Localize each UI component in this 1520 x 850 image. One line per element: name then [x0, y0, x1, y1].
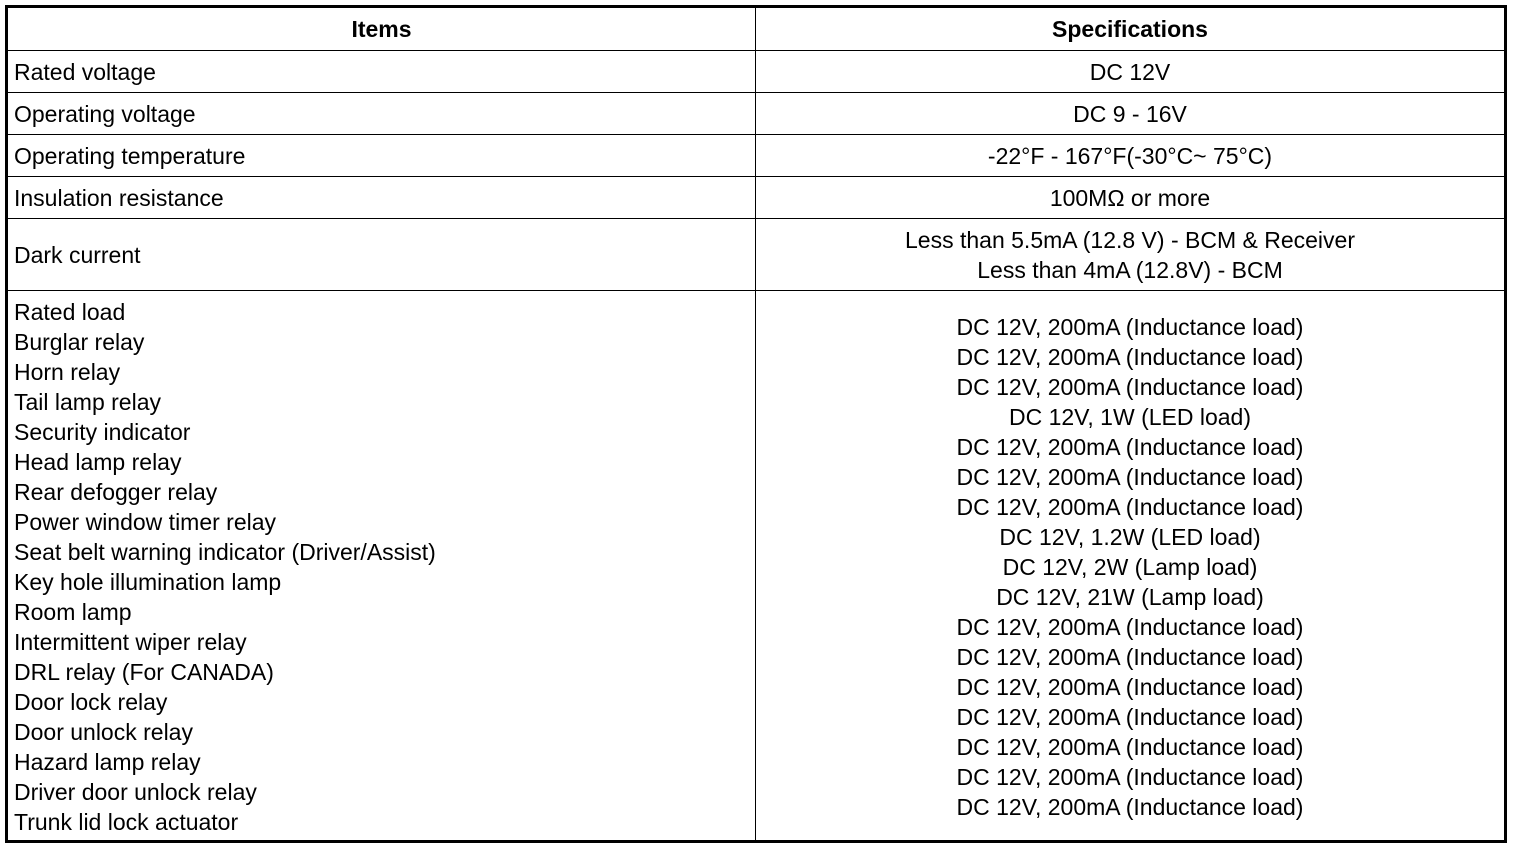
- rated-load-item: Door unlock relay: [14, 719, 193, 745]
- rated-load-spec: DC 12V, 200mA (Inductance load): [956, 764, 1304, 790]
- table-row-operating-temperature: [7, 135, 1506, 177]
- spec-cell: [756, 219, 1506, 291]
- rated-load-item: Trunk lid lock actuator: [14, 809, 239, 835]
- item-cell: Dark current: [7, 219, 756, 291]
- rated-load-spec: DC 12V, 2W (Lamp load): [1002, 554, 1258, 580]
- rated-load-item: Rear defogger relay: [14, 479, 218, 505]
- header-items: Items: [7, 7, 756, 51]
- rated-load-item: Power window timer relay: [14, 509, 277, 535]
- table-row-operating-voltage: [7, 93, 1506, 135]
- item-cell: Operating temperature: [7, 135, 756, 177]
- table-row-rated-voltage: [7, 51, 1506, 93]
- rated-load-spec: DC 12V, 1W (LED load): [1008, 404, 1252, 430]
- rated-load-specs-cell: [756, 291, 1506, 842]
- rated-load-item: DRL relay (For CANADA): [14, 659, 274, 685]
- table-row-rated-load: [7, 291, 1506, 842]
- spec-cell: DC 12V: [756, 51, 1506, 93]
- item-cell: Insulation resistance: [7, 177, 756, 219]
- rated-load-item: Door lock relay: [14, 689, 168, 715]
- rated-load-spec: DC 12V, 200mA (Inductance load): [956, 704, 1304, 730]
- spec-line: Less than 5.5mA (12.8 V) - BCM & Receiver: [905, 226, 1355, 253]
- rated-load-spec: DC 12V, 200mA (Inductance load): [956, 374, 1304, 400]
- rated-load-spec: DC 12V, 1.2W (LED load): [999, 524, 1261, 550]
- rated-load-spec: DC 12V, 200mA (Inductance load): [956, 734, 1304, 760]
- rated-load-item: Key hole illumination lamp: [14, 569, 282, 595]
- rated-load-title: Rated load: [14, 299, 126, 325]
- item-cell: Operating voltage: [7, 93, 756, 135]
- rated-load-spec: DC 12V, 200mA (Inductance load): [956, 794, 1304, 820]
- rated-load-spec: DC 12V, 200mA (Inductance load): [956, 494, 1304, 520]
- rated-load-item: Hazard lamp relay: [14, 749, 201, 775]
- rated-load-item: Room lamp: [14, 599, 132, 625]
- spec-cell: -22°F - 167°F(-30°C~ 75°C): [756, 135, 1506, 177]
- rated-load-item: Security indicator: [14, 419, 191, 445]
- rated-load-item: Horn relay: [14, 359, 121, 385]
- item-cell: Rated voltage: [7, 51, 756, 93]
- rated-load-items-cell: [7, 291, 756, 842]
- header-specifications: Specifications: [756, 7, 1506, 51]
- header-row: [7, 7, 1506, 51]
- spec-cell: DC 9 - 16V: [756, 93, 1506, 135]
- rated-load-item: Seat belt warning indicator (Driver/Assist): [14, 539, 436, 565]
- rated-load-spec: DC 12V, 200mA (Inductance load): [956, 644, 1304, 670]
- spec-cell: 100MΩ or more: [756, 177, 1506, 219]
- spec-line: Less than 4mA (12.8V) - BCM: [977, 256, 1283, 283]
- rated-load-spec: DC 12V, 200mA (Inductance load): [956, 344, 1304, 370]
- rated-load-item: Burglar relay: [14, 329, 145, 355]
- rated-load-spec: DC 12V, 200mA (Inductance load): [956, 314, 1304, 340]
- table-row-insulation-resistance: [7, 177, 1506, 219]
- rated-load-spec: DC 12V, 200mA (Inductance load): [956, 674, 1304, 700]
- specifications-table: [5, 5, 1507, 843]
- rated-load-item: Intermittent wiper relay: [14, 629, 247, 655]
- rated-load-item: Driver door unlock relay: [14, 779, 257, 805]
- rated-load-item: Tail lamp relay: [14, 389, 161, 415]
- rated-load-item: Head lamp relay: [14, 449, 182, 475]
- rated-load-spec: DC 12V, 200mA (Inductance load): [956, 614, 1304, 640]
- rated-load-spec: DC 12V, 200mA (Inductance load): [956, 464, 1304, 490]
- rated-load-spec: DC 12V, 21W (Lamp load): [996, 584, 1264, 610]
- table-row-dark-current: [7, 219, 1506, 291]
- rated-load-spec: DC 12V, 200mA (Inductance load): [956, 434, 1304, 460]
